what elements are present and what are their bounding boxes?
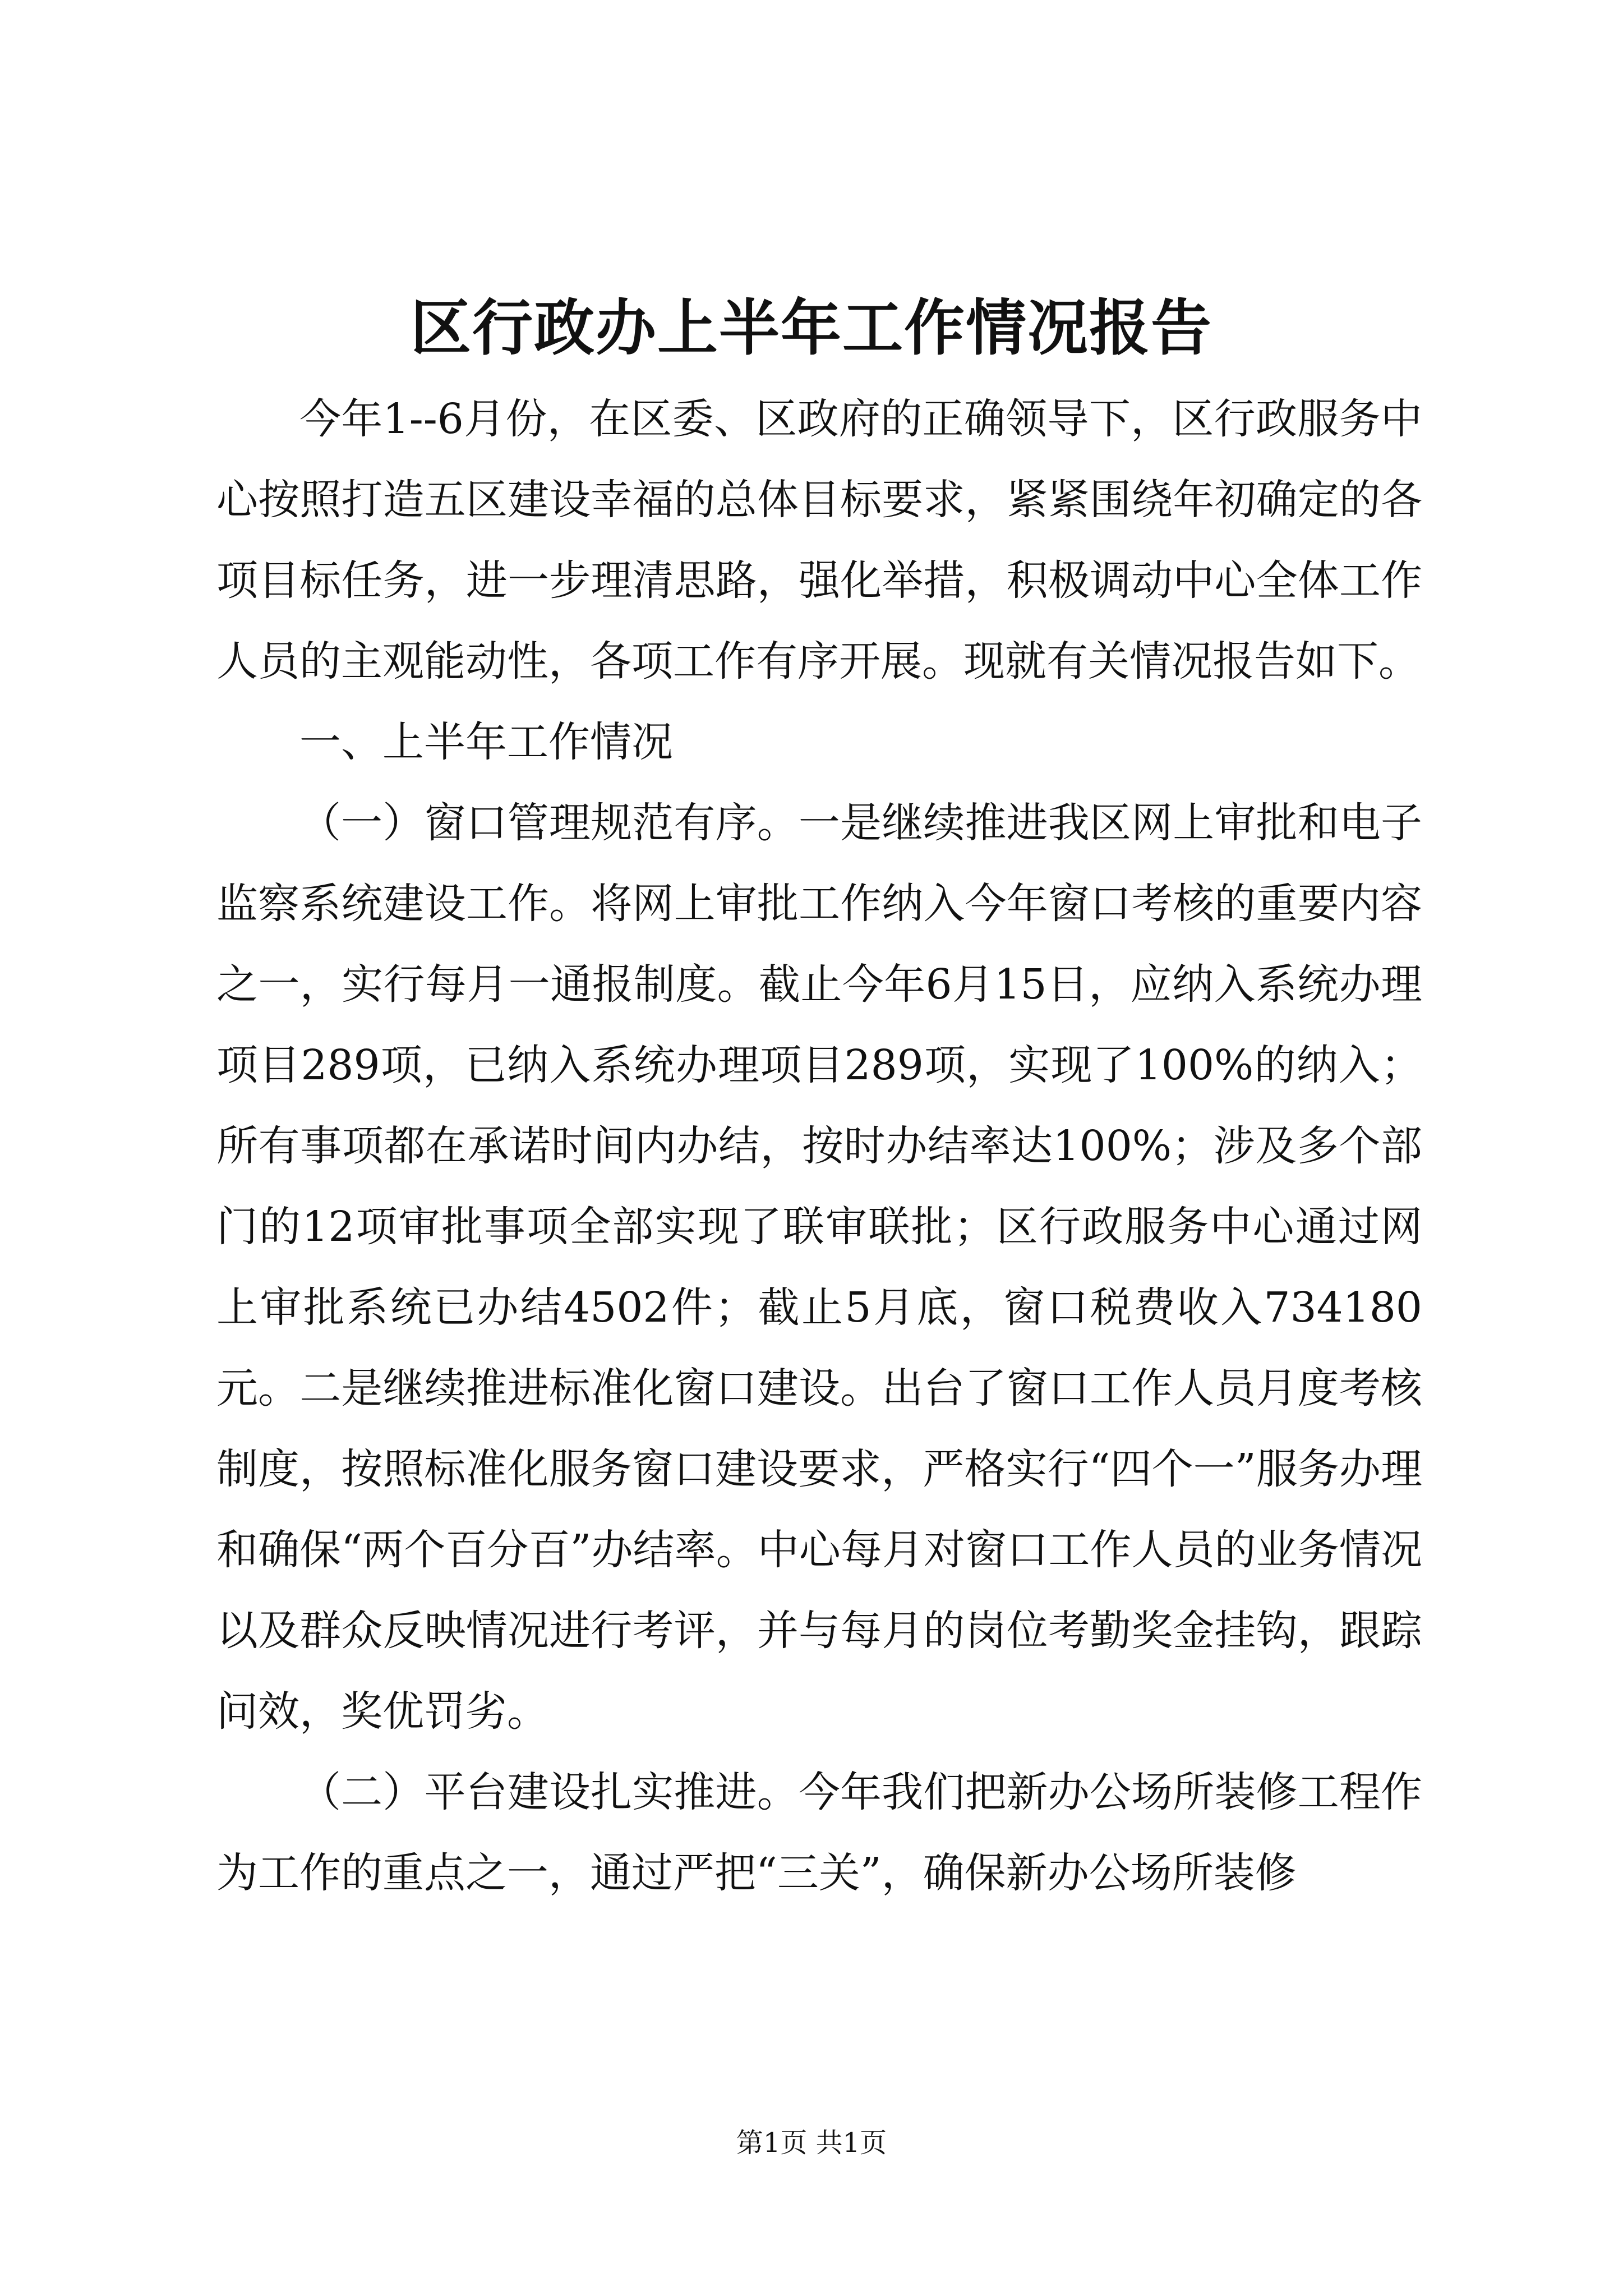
section-heading-1: 一、上半年工作情况	[299, 718, 673, 766]
document-body	[216, 379, 1422, 1913]
paragraph-window-management: （一）窗口管理规范有序。一是继续推进我区网上审批和电子监察系统建设工作。将网上审批工作纳入今年窗口考核的重要内容之一，实行每月一通报制度。截止今年6月15日，应纳入系统办理项目289项，已纳入系统办理项目289项，实现了100%的纳入；所有事项都在承诺时间内办结，按时办结率达100%；涉及多个部门的12项审批事项全部实现了联审联批；区行政服务中心通过网上审批系统已办结4502件；截止5月底，窗口税费收入734180元。二是继续推进标准化窗口建设。出台了窗口工作人员月度考核制度，按照标准化服务窗口建设要求，严格实行“四个一”服务办理和确保“两个百分百”办结率。中心每月对窗口工作人员的业务情况以及群众反映情况进行考评，并与每月的岗位考勤奖金挂钩，跟踪问效，奖优罚劣。	[216, 799, 1422, 1736]
document-title: 区行政办上半年工作情况报告	[410, 293, 1212, 364]
paragraph-platform-construction: （二）平台建设扎实推进。今年我们把新办公场所装修工程作为工作的重点之一，通过严把“三关”，确保新办公场所装修	[216, 1768, 1422, 1897]
paragraph-intro: 今年1--6月份，在区委、区政府的正确领导下，区行政服务中心按照打造五区建设幸福的总体目标要求，紧紧围绕年初确定的各项目标任务，进一步理清思路，强化举措，积极调动中心全体工作人员的主观能动性，各项工作有序开展。现就有关情况报告如下。	[216, 395, 1422, 685]
page-footer: 第1页 共1页	[736, 2127, 887, 2159]
